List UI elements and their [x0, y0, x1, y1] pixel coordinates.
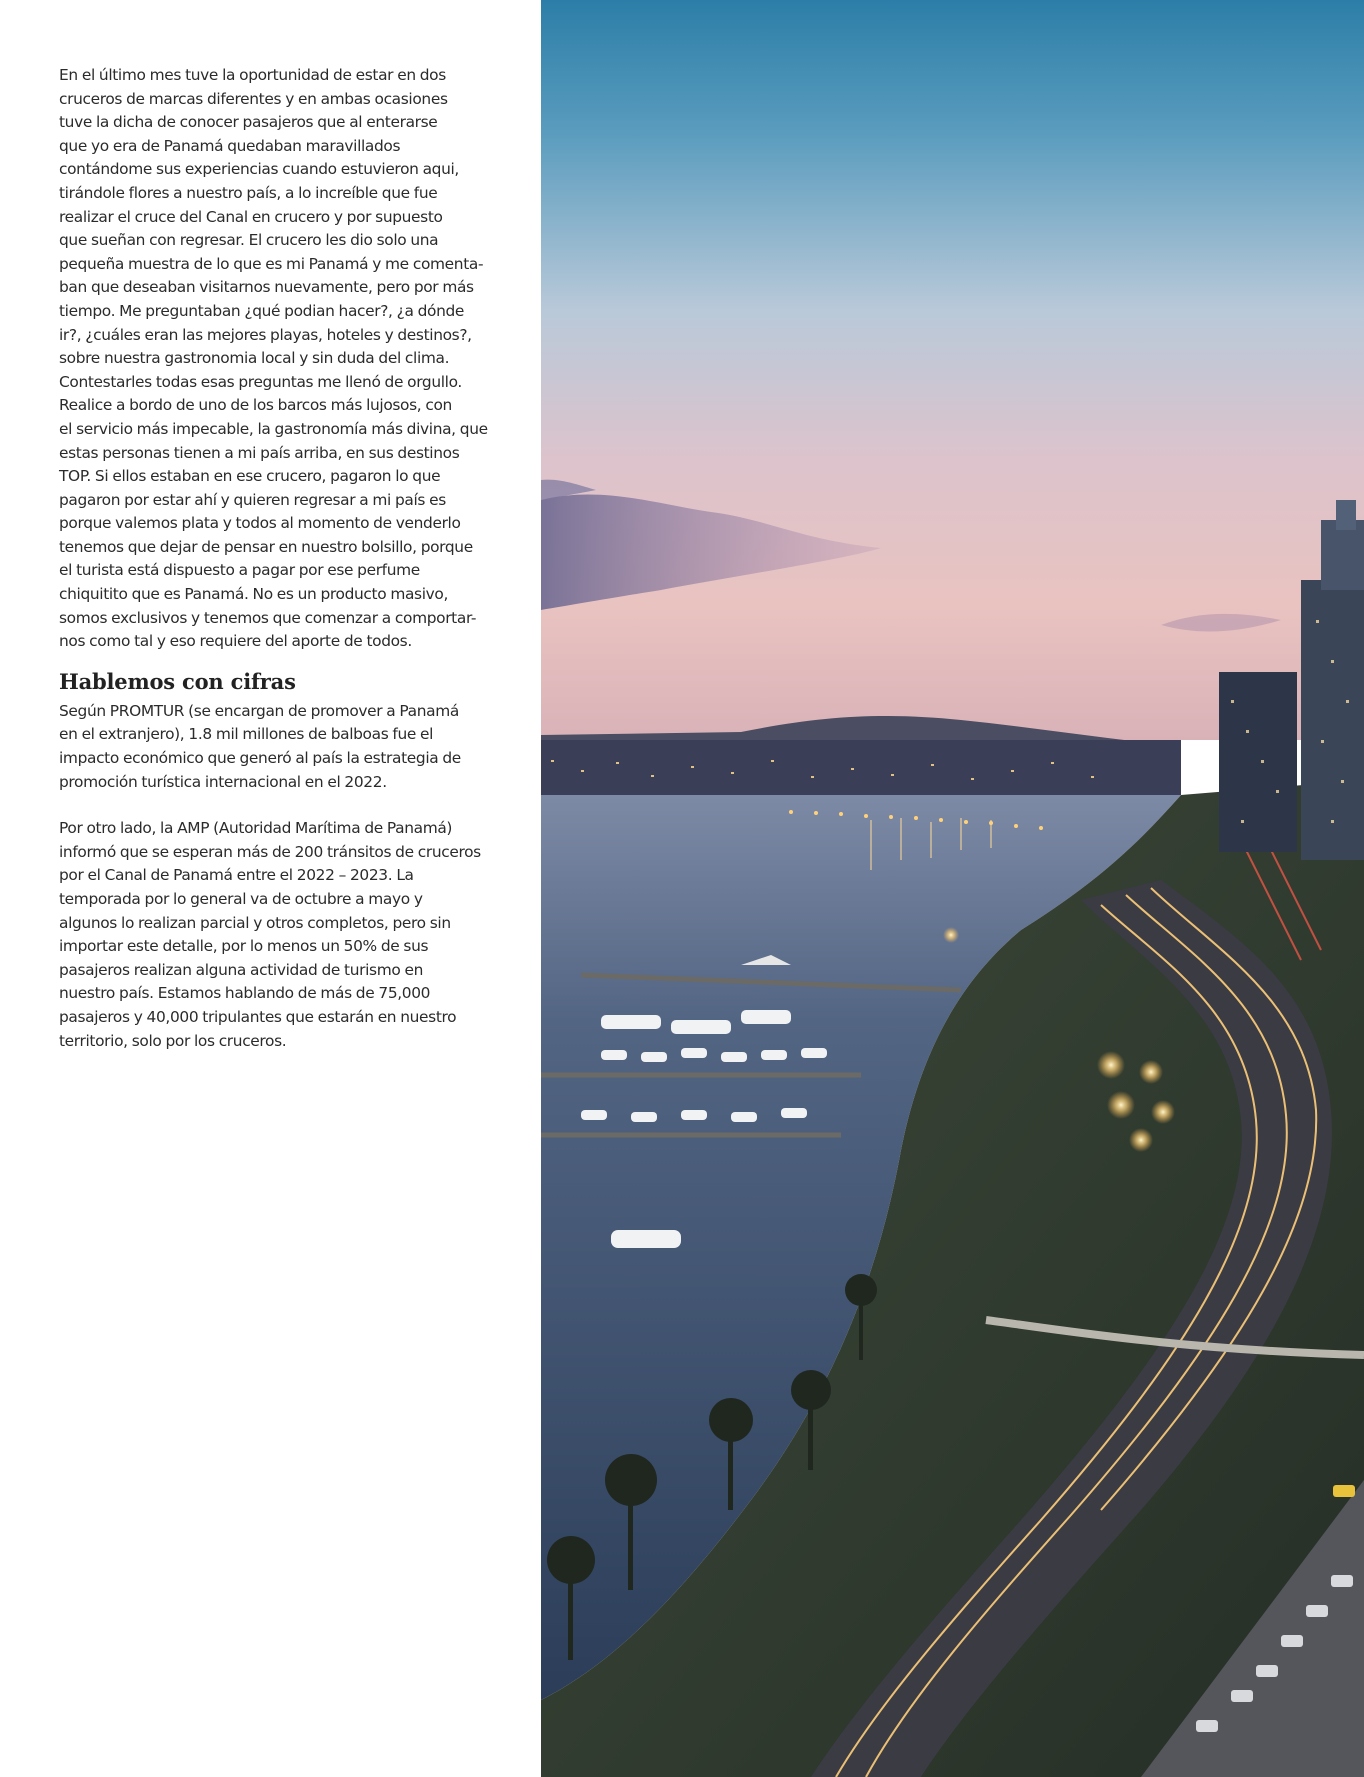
paragraph-promtur — [59, 700, 495, 794]
text-line: territorio, solo por los cruceros. — [59, 1031, 287, 1050]
panama-city-bay-photo — [541, 0, 1364, 1777]
text-line: somos exclusivos y tenemos que comenzar a comportar- — [59, 608, 477, 627]
text-line: pequeña muestra de lo que es mi Panamá y me comenta- — [59, 254, 484, 273]
text-line: informó que se esperan más de 200 tránsitos de cruceros — [59, 842, 481, 861]
yellow-car — [1333, 1485, 1355, 1497]
text-line: sobre nuestra gastronomia local y sin duda del clima. — [59, 349, 450, 368]
text-line: en el extranjero), 1.8 mil millones de balboas fue el — [59, 725, 434, 744]
text-line: En el último mes tuve la oportunidad de estar en dos — [59, 66, 446, 84]
text-line: chiquitito que es Panamá. No es un producto masivo, — [59, 585, 449, 604]
text-line: pasajeros y 40,000 tripulantes que estarán en nuestro — [59, 1007, 457, 1026]
text-line: TOP. Si ellos estaban en ese crucero, pagaron lo que — [59, 467, 441, 486]
text-line: pasajeros realizan alguna actividad de turismo en — [59, 960, 423, 979]
cinta-costera-night-illustration — [541, 0, 1364, 1777]
text-line: nuestro país. Estamos hablando de más de 75,000 — [59, 984, 431, 1003]
text-line: importar este detalle, por lo menos un 50% de sus — [59, 937, 429, 956]
text-line: por el Canal de Panamá entre el 2022 – 2023. La — [59, 866, 414, 885]
text-line: impacto económico que generó al país la estrategia de — [59, 749, 461, 768]
text-line: tenemos que dejar de pensar en nuestro bolsillo, porque — [59, 537, 473, 556]
text-line: contándome sus experiencias cuando estuvieron aqui, — [59, 160, 459, 179]
text-line: Por otro lado, la AMP (Autoridad Marítima de Panamá) — [59, 819, 453, 838]
text-line: el turista está dispuesto a pagar por ese perfume — [59, 561, 420, 580]
text-line: tirándole flores a nuestro país, a lo increíble que fue — [59, 183, 438, 202]
text-line: ir?, ¿cuáles eran las mejores playas, hoteles y destinos?, — [59, 325, 472, 344]
text-line: ban que deseaban visitarnos nuevamente, pero por más — [59, 278, 474, 297]
paragraph-intro — [59, 64, 495, 654]
text-line: porque valemos plata y todos al momento de venderlo — [59, 514, 461, 533]
section-heading: Hablemos con cifras — [59, 668, 296, 694]
text-line: el servicio más impecable, la gastronomía más divina, que — [59, 419, 488, 438]
paragraph-spacer — [59, 794, 495, 817]
text-line: estas personas tienen a mi país arriba, en sus destinos — [59, 443, 460, 462]
text-line: realizar el cruce del Canal en crucero y por supuesto — [59, 207, 443, 226]
text-line: Realice a bordo de uno de los barcos más lujosos, con — [59, 396, 452, 415]
text-line: algunos lo realizan parcial y otros completos, pero sin — [59, 913, 451, 932]
article-text-column — [59, 64, 495, 1053]
text-line: tiempo. Me preguntaban ¿qué podian hacer?, ¿a dónde — [59, 301, 465, 320]
text-line: pagaron por estar ahí y quieren regresar a mi país es — [59, 490, 446, 509]
far-shoreline-city — [541, 740, 1181, 795]
text-line: Contestarles todas esas preguntas me llenó de orgullo. — [59, 372, 462, 391]
paragraph-amp — [59, 817, 495, 1053]
text-line: Según PROMTUR (se encargan de promover a Panamá — [59, 701, 459, 720]
text-line: temporada por lo general va de octubre a mayo y — [59, 890, 423, 908]
text-line: cruceros de marcas diferentes y en ambas ocasiones — [59, 89, 448, 108]
text-line: que sueñan con regresar. El crucero les dio solo una — [59, 231, 439, 250]
text-line: promoción turística internacional en el 2022. — [59, 772, 387, 791]
text-line: tuve la dicha de conocer pasajeros que al enterarse — [59, 113, 438, 132]
text-line: nos como tal y eso requiere del aporte de todos. — [59, 632, 412, 651]
text-line: que yo era de Panamá quedaban maravillados — [59, 136, 401, 155]
